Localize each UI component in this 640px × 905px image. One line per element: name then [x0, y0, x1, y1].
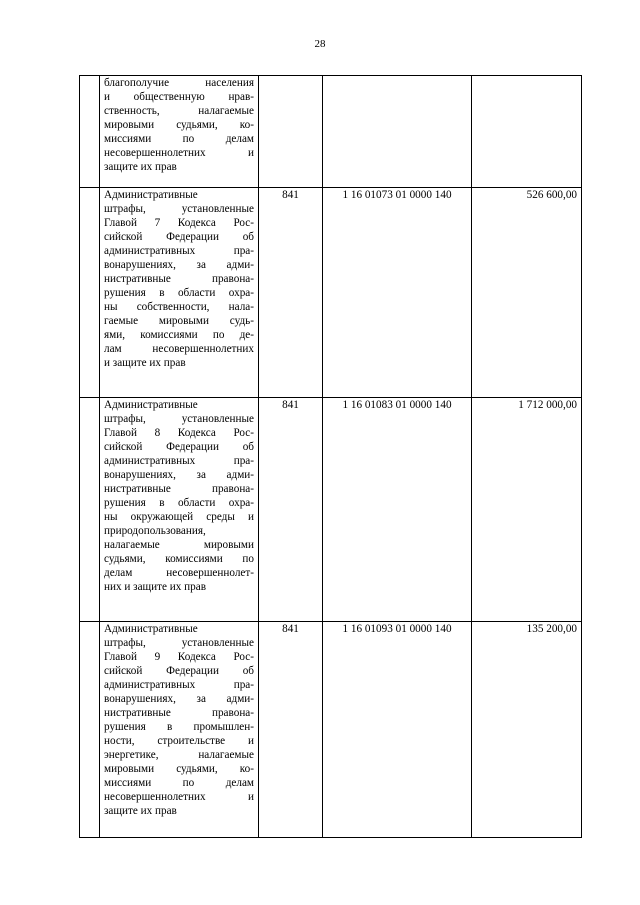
name-line: Административные: [104, 623, 198, 635]
revenue-name-cell: [100, 188, 259, 398]
amount-cell: 526 600,00: [472, 188, 582, 398]
admin-code-cell: 841: [259, 188, 323, 398]
name-line: защите их прав: [104, 161, 177, 173]
name-line: них и защите их прав: [104, 581, 206, 593]
name-line: делам несовершеннолет-: [104, 567, 254, 579]
name-line: миссиями по делам: [104, 777, 254, 789]
name-line: рушения в области охра-: [104, 287, 254, 299]
admin-code-cell: 841: [259, 398, 323, 622]
table-row: [80, 398, 582, 622]
revenue-name-cell: [100, 622, 259, 838]
name-line: Главой 9 Кодекса Рос-: [104, 651, 254, 663]
revenue-table: [79, 75, 582, 838]
table-row: [80, 188, 582, 398]
revenue-name-cell: [100, 398, 259, 622]
name-line: административных пра-: [104, 679, 254, 691]
row-empty-cell: [80, 188, 100, 398]
name-line: штрафы, установленные: [104, 203, 254, 215]
revenue-code-cell: 1 16 01093 01 0000 140: [323, 622, 472, 838]
name-line: штрафы, установленные: [104, 637, 254, 649]
revenue-code-cell: [323, 76, 472, 188]
name-line: несовершеннолетних и: [104, 791, 254, 803]
name-line: штрафы, установленные: [104, 413, 254, 425]
name-line: нистративные правона-: [104, 707, 254, 719]
name-line: гаемые мировыми судь-: [104, 315, 254, 327]
name-line: ны собственности, нала-: [104, 301, 254, 313]
name-line: миссиями по делам: [104, 133, 254, 145]
row-empty-cell: [80, 398, 100, 622]
name-line: рушения в промышлен-: [104, 721, 254, 733]
name-line: нистративные правона-: [104, 273, 254, 285]
name-line: защите их прав: [104, 805, 177, 817]
name-line: природопользования,: [104, 525, 206, 537]
name-line: административных пра-: [104, 245, 254, 257]
name-line: вонарушениях, за адми-: [104, 693, 254, 705]
name-line: сийской Федерации об: [104, 441, 254, 453]
name-line: рушения в области охра-: [104, 497, 254, 509]
table-row: [80, 622, 582, 838]
name-line: несовершеннолетних и: [104, 147, 254, 159]
name-line: Главой 7 Кодекса Рос-: [104, 217, 254, 229]
admin-code-cell: [259, 76, 323, 188]
name-line: энергетике, налагаемые: [104, 749, 254, 761]
name-line: вонарушениях, за адми-: [104, 469, 254, 481]
name-line: сийской Федерации об: [104, 231, 254, 243]
table-row: [80, 76, 582, 188]
name-line: лам несовершеннолетних: [104, 343, 254, 355]
amount-cell: [472, 76, 582, 188]
name-line: и защите их прав: [104, 357, 186, 369]
name-line: мировыми судьями, ко-: [104, 119, 254, 131]
name-line: судьями, комиссиями по: [104, 553, 254, 565]
name-line: административных пра-: [104, 455, 254, 467]
revenue-name-cell: [100, 76, 259, 188]
revenue-code-cell: 1 16 01083 01 0000 140: [323, 398, 472, 622]
page-number: 28: [314, 38, 326, 50]
row-empty-cell: [80, 622, 100, 838]
name-line: ности, строительстве и: [104, 735, 254, 747]
name-line: налагаемые мировыми: [104, 539, 254, 551]
name-line: сийской Федерации об: [104, 665, 254, 677]
name-line: ями, комиссиями по де-: [104, 329, 254, 341]
name-line: Административные: [104, 189, 198, 201]
name-line: Административные: [104, 399, 198, 411]
admin-code-cell: 841: [259, 622, 323, 838]
revenue-code-cell: 1 16 01073 01 0000 140: [323, 188, 472, 398]
name-line: Главой 8 Кодекса Рос-: [104, 427, 254, 439]
name-line: и общественную нрав-: [104, 91, 254, 103]
amount-cell: 1 712 000,00: [472, 398, 582, 622]
name-line: нистративные правона-: [104, 483, 254, 495]
row-empty-cell: [80, 76, 100, 188]
name-line: вонарушениях, за адми-: [104, 259, 254, 271]
amount-cell: 135 200,00: [472, 622, 582, 838]
name-line: благополучие населения: [104, 77, 254, 89]
name-line: мировыми судьями, ко-: [104, 763, 254, 775]
name-line: ны окружающей среды и: [104, 511, 254, 523]
name-line: ственность, налагаемые: [104, 105, 254, 117]
